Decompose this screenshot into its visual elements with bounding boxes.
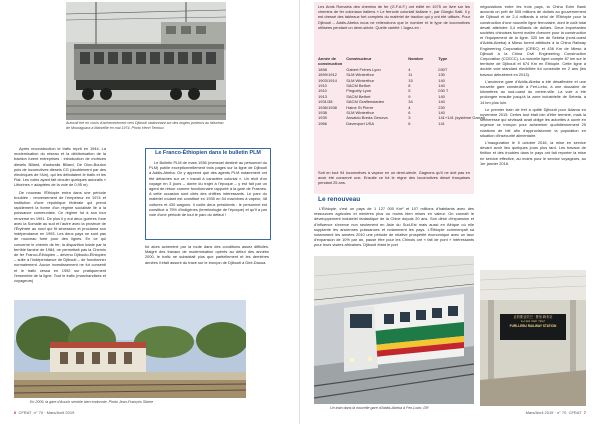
table-cell: 1899/1912 — [318, 72, 337, 78]
table-cell: SLM Winterthur — [346, 72, 375, 78]
table-cell: Ansaldo Breda Genova — [346, 115, 388, 121]
table-cell: SACM Graffenstaden — [346, 99, 385, 105]
photo2-caption: En 2009, la gare d'Aouch semble bien endormie. Photo Jean-François Sibère — [30, 400, 154, 404]
table-cell: SLM Winterthur — [346, 77, 375, 83]
renouveau-text — [314, 206, 474, 254]
table-cell: 1939 — [318, 115, 327, 121]
table-cell: 11 — [408, 72, 413, 78]
table-cell: 140 — [438, 93, 445, 99]
table-cell: 141 — [438, 120, 445, 126]
table-cell: 6 — [408, 110, 411, 116]
sign-english: FURI-LEBU RAILWAY STATION — [509, 323, 557, 328]
paragraph: L'ancienne gare d'Addis-Abeba a été désaffectée et une nouvelle gare construite à Feri-Lebu, à une douzaine de kilomètres au sud-ouest du centre-ville. La voie a été prolongée ensuite jusqu'à la zone industrielle de Sebeta, à 14 km plus loin. — [480, 78, 586, 105]
table-cell: 030 T — [438, 88, 449, 94]
paragraph: Le premier train de fret a quitté Djibouti pour Adama en novembre 2015. Certes tout était loin d'être terminé, mais la sécheresse qui sévissait avait obligé les autorités à ouvrir en urgence ce tronçon pour acheminer quotidiennement 25 rotations de blé afin d'approvisionner la population en situation d'insécurité alimentaire. — [480, 106, 586, 138]
paragraph: Après reconstruction le trafic reprit en 1944. La modernisation du réseau et la débitorisation de la traction furent entreprises : introduction de motrices diesels Billard, d'autorails Billard, De Dion-Bouton puis de locomotives diesels CG (doublement par des électriques de l'Ain), qui les débutaient le trafic et les Fiat. Les voies ayant fait circuler quelques autorails « Littorines » adaptées de la voie de 0,95 m). — [14, 146, 106, 188]
table-cell: 5 — [408, 88, 411, 94]
table-cell: SLM Winterthur — [346, 110, 375, 116]
table-cell: 030T — [438, 66, 448, 72]
paragraph: négociations entre les trois pays, la China Exim Bank accorda un prêt de 505 millions de dollars au gouvernement de Djibouti et de 2,4 milliards à celui de l'Éthiopie pour la construction d'une nouvelle ligne ferroviaire, dont le coût total devait atteindre 3,4 milliards de dollars. Deux importantes sociétés chinoises furent maître d'œuvre pour la construction et l'équipement de la ligne. 320 km de Sebeta (nord-ouest d'Addis-Abeba) à Mieso furent attribués à la China Railway Engineering Corporation (CREC) et 436 Km de Mieso à Djibouti à la China Civil Engineering Construction Corporation (CCECC). La nouvelle ligne compte 87 km sur le territoire de Djibouti et 674 Km en Éthiopie. Cette ligne à double voie standard électrifiée fut construite en 2 ans (les travaux débutèrent en 2013). — [480, 4, 586, 77]
right-folio — [526, 410, 586, 415]
table-cell: 1966 — [318, 120, 327, 126]
table-cell: 1910 — [318, 88, 327, 94]
table-cell: 34 — [408, 99, 413, 105]
photo-station-hall — [480, 270, 586, 406]
table-cell: Davenport USA — [346, 120, 375, 126]
locomotive-table — [316, 56, 487, 126]
table-cell: 140 — [438, 77, 445, 83]
right-col-text — [480, 4, 586, 266]
table-cell: Haine St Pierre — [346, 104, 374, 110]
page-number: 6 — [14, 410, 17, 415]
photo-train-feri-lebu — [314, 256, 474, 404]
table-row — [316, 121, 487, 126]
table-cell: 140 — [438, 110, 445, 116]
sign-amharic: ፉሪ-ለቡ ባቡር ጣቢያ — [520, 319, 546, 324]
sign-chinese: 亚的斯亚贝巴 · 费里-勒布站 — [513, 315, 553, 319]
table-cell: 3 — [408, 115, 411, 121]
table-cell: 1913 — [318, 93, 327, 99]
table-cell: 1910 — [318, 83, 327, 89]
table-cell: 1903/1914 — [318, 77, 337, 83]
photo1-caption: Autorail tiré en cours d'acheminement vers Djibouti stationnant sur des bogies porteurs au faisceau de Mouraguara à Marseille en mai 1974. Photo Henri Tenioux — [66, 121, 224, 130]
sidebar-intro — [318, 4, 470, 52]
table-cell: 6 — [408, 120, 411, 126]
paragraph: L'Éthiopie, c'est un pays de 1 127 000 Km² et 107 millions d'habitants avec des ressources agricoles et minières plus ou moins bien mises en valeur. On connaît le développement industriel fantastique de la Chine depuis 20 ans. Son désir d'expansion et d'influence s'exerce non seulement en Asie du Sud-Est mais aussi en Afrique où elle supplante les anciennes puissances et notamment les pays. L'Éthiopie commençait sa notamment les années 2010 une période de relative prospérité économique avec un taux d'expansion de 10% par an, pause être pour les Chinois ont « fait de pont » intéressants pour leurs visées africaines. Djibouti étant le port — [314, 206, 474, 248]
sidebar-footer — [318, 170, 470, 192]
table-cell: 140 — [438, 83, 445, 89]
station-sign — [500, 315, 566, 328]
table-cell: 141+141 (système Garrat) — [438, 115, 486, 121]
paragraph: Le Bulletin PLM de mars 1936 (mensuel destiné au personnel du PLM) publie exceptionnellement trois pages sur la ligne de Djibouti à Addis-Abeba. On y apprend que des agents PLM notamment ont été détachés sur ce « travail à caractère colonial ». Un récit d'un voyage en 3 jours – durée du trajet à l'époque – y est fait par un agent de retour comme fonctionnaire rapporté à la gare de Frasnes. A cette occasion sont cités des chiffres intéressants. Le parc du matériel roulant est constitué en 1935 en 54 machines à vapeur, 48 voitures et 430 wagons. Il coûte deux présidents : le personnel est constitué à 75% d'indigènes (terminologie de l'époque) et qu'il a par voie d'une période de tout le parc du défaut ! — [149, 160, 267, 218]
table-header-cell: Type — [438, 56, 448, 61]
left-col2-text — [145, 244, 269, 284]
page-number: 7 — [583, 410, 586, 415]
left-folio — [14, 410, 74, 415]
renouveau-heading: Le renouveau — [318, 196, 361, 203]
plm-box-text — [149, 160, 267, 236]
paragraph: Les Amis Romains des chemins de fer (G.F.A.F.) ont édité en 1975 un livre sur les chemins de fer coloniaux italiens « Le ferrovie coloniali italiane », par Giorgio Salti. Il y est dressé des tableaux fort complets du matériel de traction qui y ont été utilisés. Pour Djibouti – Addis-Abeba nous ne retiendrons que le nombre et le type de locomotives utilisées pendant un demi-siècle. Quelle variété ! Jugez-en : — [318, 4, 470, 30]
paragraph: De nouveau l'Éthiopie entra dans une période troublée : renversement de l'empereur en 1974 et institution d'une république fédérale qui prend rapidement la forme d'un régime socialiste lié à la puissance communiste. Ce régime fut à son tour renversé en 1991. De plus il y eut deux guerres l'une avec la Somalie au sud et l'autre avec la province de l'Érythrée au nord qui fit sécession et proclama son indépendance en 1993. Les deux pays ne sont pas de nouveau forte pour des lignes. En ce qui concerne le chemin de fer, la disparition totale par la terrible famine de 1984, ne permettait pas la Chemin de fer Franco-Éthiopien – devenu Djibouto-Éthiopien – suite à l'indépendance de Djibouti – de fonctionner normalement. Aucun investissement ne fut consenti et le trafic cessa en 1992 sur pratiquement l'ensemble de la ligne. Tout le trafic (marchandises et voyageurs) — [14, 189, 106, 284]
table-cell: 4 — [408, 104, 411, 110]
paragraph: fut alors acheminé par la route dans des conditions assez difficiles. Malgré des travaux de modernisation opérés au début des années 2000, le trafic ne subsistait plus que partiellement et les dernières années il était assuré du tracé sur le tronçon de Djibouti à Diré-Daoua. — [145, 244, 269, 265]
table-header-cell: Année de construction — [318, 56, 343, 67]
table-cell: 130 — [438, 72, 445, 78]
table-header-cell: Constructeur — [346, 56, 372, 61]
issue-info: Mars/Avril 2019 · n° 70 — [525, 410, 567, 415]
table-header-row — [316, 56, 487, 67]
left-col1-text — [14, 146, 106, 300]
table-cell: 8 — [408, 83, 411, 89]
paragraph: Soit en tout 94 locomotives à vapeur en un demi-siècle. Gageons qu'il ne doit pas en avoir été conservé une. Ensuite ce fut le règne des locomotives diesel françaises pendant 25 ans. — [318, 170, 470, 186]
magazine-name: CFRAT — [568, 410, 582, 415]
plm-box-title: Le Franco-Éthiopien dans le bulletin PLM — [155, 150, 261, 156]
issue-info: n° 70 · Mars/Avril 2019 — [33, 410, 75, 415]
table-cell: Gabert Frères Lyon — [346, 66, 381, 72]
photo-autorail-marseille — [66, 2, 226, 120]
table-cell: 15 — [408, 77, 413, 83]
photo-train-caption: Un train dans la nouvelle gare d'Addis-Abeba à Feri-Lobo. DR — [330, 406, 429, 410]
table-cell: 1931/38 — [318, 99, 333, 105]
right-page — [300, 0, 600, 424]
magazine-name: CFRAT — [18, 410, 32, 415]
photo-aouch-station — [14, 300, 246, 398]
table-cell: 1936/1938 — [318, 104, 337, 110]
table-cell: SACM Belfort — [346, 83, 371, 89]
table-cell: 1938 — [318, 110, 327, 116]
table-cell: 4 — [408, 66, 411, 72]
table-cell: 230 — [438, 104, 445, 110]
table-cell: SACM Belfort — [346, 93, 371, 99]
table-cell: Pinguély Lyon — [346, 88, 372, 94]
table-header-cell: Nombre — [408, 56, 424, 61]
paragraph: L'inauguration le 5 octobre 2016, la mise en service devant avoir lieu quelques jours plus tard. Les travaux de finition et des troubles dans le pays ont fait reporter la mise en service effective, au moins pour le service voyageurs, au 1er janvier 2018. — [480, 140, 586, 166]
table-cell: 1898 — [318, 66, 327, 72]
table-cell: 9 — [408, 93, 411, 99]
table-cell: 140 — [438, 99, 445, 105]
